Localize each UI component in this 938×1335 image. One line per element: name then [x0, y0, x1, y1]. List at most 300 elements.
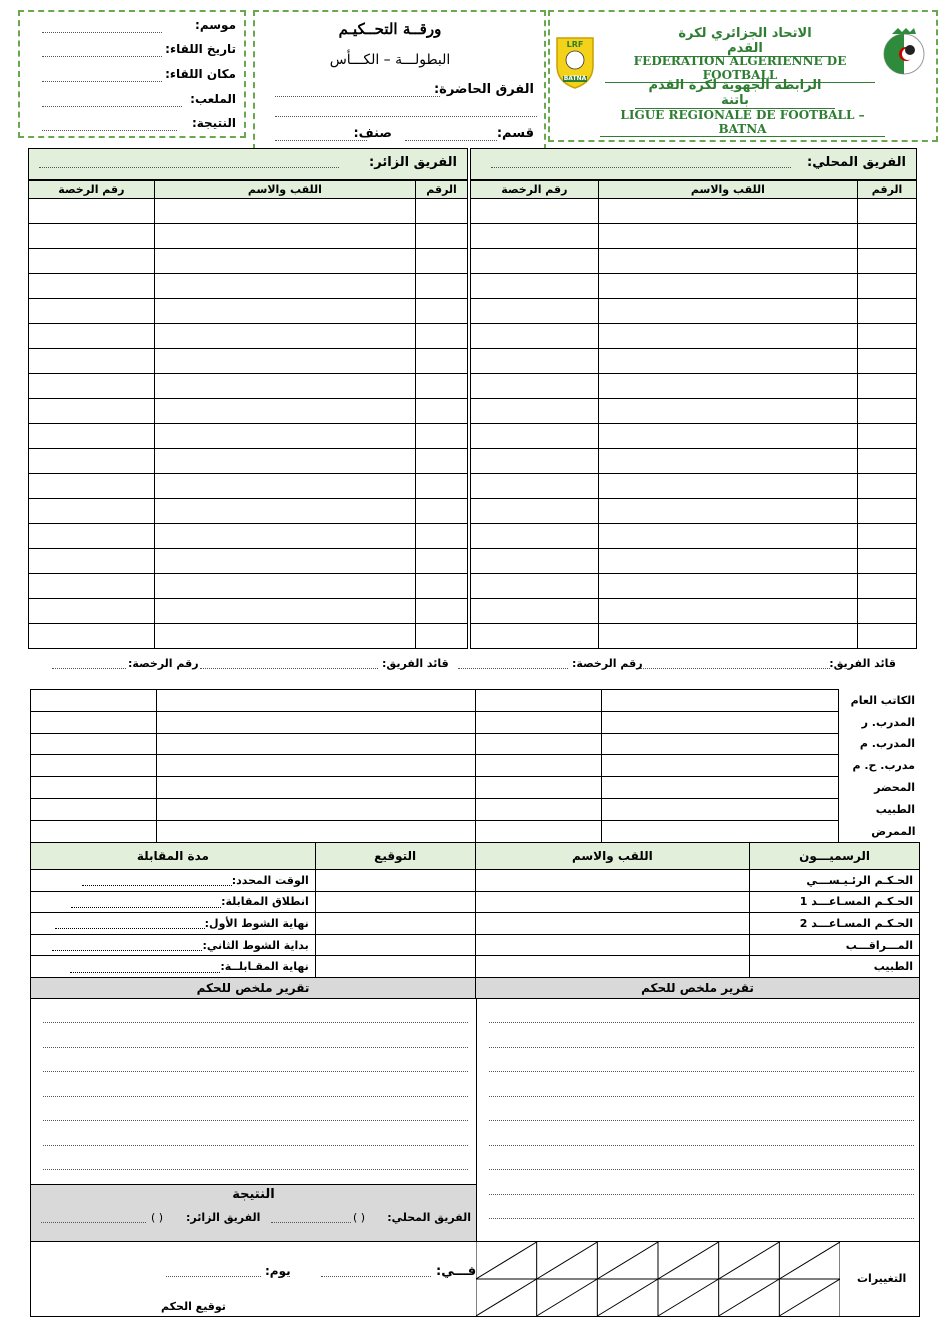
sheet-title: ورقــة التحــكيـم: [338, 20, 442, 38]
player-row: [471, 324, 917, 349]
player-name-cell[interactable]: [598, 399, 857, 424]
away-license-label: رقم الرخصة:: [128, 657, 199, 670]
player-number-cell[interactable]: [416, 199, 468, 224]
home-captain-label: قائد الفريق:: [829, 657, 896, 670]
report-line[interactable]: [489, 1071, 914, 1072]
player-license-cell[interactable]: [471, 599, 599, 624]
player-license-cell[interactable]: [29, 274, 155, 299]
player-name-cell[interactable]: [598, 424, 857, 449]
player-name-cell[interactable]: [598, 324, 857, 349]
player-number-cell[interactable]: [416, 599, 468, 624]
player-license-cell[interactable]: [29, 299, 155, 324]
teams-present-line[interactable]: [275, 96, 440, 97]
report-line[interactable]: [489, 1096, 914, 1097]
player-license-cell[interactable]: [471, 624, 599, 649]
report-header-right: [476, 978, 919, 999]
result-away-line[interactable]: [41, 1222, 146, 1223]
player-number-cell[interactable]: [858, 299, 917, 324]
report-title-right: تقرير ملخص للحكم: [641, 981, 754, 995]
subs-diagonal: [779, 1279, 840, 1316]
match-date-label: تاريخ اللقاء:: [165, 42, 236, 56]
home-team-label: الفريق المحلي:: [807, 155, 906, 170]
player-license-cell[interactable]: [471, 499, 599, 524]
staff-cell[interactable]: [31, 733, 157, 755]
player-number-cell[interactable]: [416, 624, 468, 649]
player-name-cell[interactable]: [154, 474, 415, 499]
official-name-cell[interactable]: [475, 870, 750, 892]
player-license-cell[interactable]: [29, 499, 155, 524]
player-number-cell[interactable]: [416, 474, 468, 499]
official-row: [31, 870, 920, 892]
report-line[interactable]: [43, 1120, 468, 1121]
home-captain-line[interactable]: [640, 668, 830, 669]
player-name-cell[interactable]: [598, 274, 857, 299]
player-name-cell[interactable]: [154, 574, 415, 599]
player-license-cell[interactable]: [29, 549, 155, 574]
staff-cell[interactable]: [476, 777, 602, 799]
official-name-cell[interactable]: [475, 891, 750, 913]
staff-cell[interactable]: [156, 755, 476, 777]
category-line[interactable]: [275, 140, 367, 141]
staff-cell[interactable]: [602, 733, 839, 755]
away-captain-line[interactable]: [200, 668, 378, 669]
player-license-cell[interactable]: [29, 624, 155, 649]
player-row: [471, 299, 917, 324]
away-col-license-text: رقم الرخصة: [58, 183, 125, 196]
away-team-label: الفريق الزائر:: [369, 155, 457, 170]
report-line[interactable]: [489, 1022, 914, 1023]
official-name-cell[interactable]: [475, 913, 750, 935]
away-team-table: [28, 148, 468, 649]
player-number-cell[interactable]: [416, 299, 468, 324]
player-row: [29, 399, 468, 424]
staff-cell[interactable]: [476, 755, 602, 777]
staff-cell[interactable]: [602, 690, 839, 712]
player-row: [471, 474, 917, 499]
player-name-cell[interactable]: [154, 524, 415, 549]
match-time-label: نهاية المقـابلــة:: [220, 960, 309, 974]
category-label: صنف:: [353, 126, 392, 141]
player-name-cell[interactable]: [598, 474, 857, 499]
official-name-cell[interactable]: [475, 934, 750, 956]
player-number-cell[interactable]: [858, 324, 917, 349]
signature-cell[interactable]: [315, 913, 475, 935]
player-name-cell[interactable]: [598, 599, 857, 624]
home-team-name-line[interactable]: [491, 167, 791, 168]
match-time-label: انطلاق المقابلة:: [221, 895, 309, 909]
home-col-name: [598, 181, 857, 199]
player-name-cell[interactable]: [598, 199, 857, 224]
player-license-cell[interactable]: [471, 474, 599, 499]
report-title-left: تقرير ملخص للحكم: [196, 981, 310, 995]
player-license-cell[interactable]: [29, 399, 155, 424]
player-row: [29, 349, 468, 374]
report-line[interactable]: [489, 1145, 914, 1146]
away-captain-label: قائد الفريق:: [382, 657, 449, 670]
player-number-cell[interactable]: [858, 374, 917, 399]
player-license-cell[interactable]: [471, 324, 599, 349]
player-license-cell[interactable]: [29, 199, 155, 224]
player-row: [29, 524, 468, 549]
staff-role-label: الطبيب: [875, 802, 915, 816]
player-number-cell[interactable]: [416, 274, 468, 299]
player-name-cell[interactable]: [598, 449, 857, 474]
season-line[interactable]: [42, 32, 162, 33]
division-line[interactable]: [405, 140, 497, 141]
player-license-cell[interactable]: [471, 374, 599, 399]
official-row: [31, 956, 920, 978]
player-license-cell[interactable]: [471, 299, 599, 324]
player-row: [29, 474, 468, 499]
staff-cell[interactable]: [31, 798, 157, 820]
player-name-cell[interactable]: [154, 299, 415, 324]
match-time-line[interactable]: [55, 918, 205, 929]
player-number-cell[interactable]: [416, 374, 468, 399]
footer-day-line[interactable]: [166, 1276, 261, 1277]
away-players-grid: [28, 180, 468, 649]
player-row: [471, 549, 917, 574]
player-number-cell[interactable]: [858, 599, 917, 624]
player-name-cell[interactable]: [154, 624, 415, 649]
player-license-cell[interactable]: [471, 424, 599, 449]
signature-cell[interactable]: [315, 934, 475, 956]
staff-cell[interactable]: [602, 777, 839, 799]
officials-header-row: [31, 843, 920, 870]
player-license-cell[interactable]: [29, 424, 155, 449]
player-license-cell[interactable]: [471, 199, 599, 224]
player-number-cell[interactable]: [858, 199, 917, 224]
player-license-cell[interactable]: [471, 399, 599, 424]
player-row: [29, 499, 468, 524]
player-license-cell[interactable]: [471, 549, 599, 574]
report-line[interactable]: [489, 1194, 914, 1195]
player-license-cell[interactable]: [29, 374, 155, 399]
staff-role-label: الكاتب العام: [850, 693, 915, 707]
player-license-cell[interactable]: [29, 449, 155, 474]
officials-header: [750, 843, 920, 870]
player-license-cell[interactable]: [29, 224, 155, 249]
report-divider: [476, 999, 477, 1241]
report-line[interactable]: [43, 1145, 468, 1146]
home-column-headers: [471, 181, 917, 199]
staff-cell[interactable]: [602, 798, 839, 820]
stadium-line[interactable]: [42, 106, 182, 107]
home-players-grid: [470, 180, 917, 649]
home-license-line[interactable]: [458, 668, 568, 669]
staff-cell[interactable]: [476, 798, 602, 820]
player-license-cell[interactable]: [471, 574, 599, 599]
official-role-label: المـــراقـــب: [750, 934, 920, 956]
subs-diagonal: [597, 1279, 658, 1316]
player-number-cell[interactable]: [858, 524, 917, 549]
player-row: [471, 399, 917, 424]
player-row: [471, 224, 917, 249]
result-label: النتيجة:: [191, 116, 236, 130]
player-name-cell[interactable]: [154, 324, 415, 349]
player-number-cell[interactable]: [858, 549, 917, 574]
player-name-cell[interactable]: [154, 199, 415, 224]
player-name-cell[interactable]: [154, 424, 415, 449]
player-name-cell[interactable]: [154, 349, 415, 374]
player-name-cell[interactable]: [154, 549, 415, 574]
match-place-label: مكان اللقاء:: [165, 67, 236, 81]
away-col-license: [29, 181, 155, 199]
match-time-label: بداية الشوط الثاني:: [202, 938, 309, 952]
federation-arabic-name: الاتحاد الجزائري لكرة القدم: [660, 26, 830, 57]
result-home-line[interactable]: [271, 1222, 351, 1223]
player-name-cell[interactable]: [154, 274, 415, 299]
away-license-line[interactable]: [52, 668, 126, 669]
player-name-cell[interactable]: [598, 349, 857, 374]
player-name-cell[interactable]: [598, 249, 857, 274]
player-number-cell[interactable]: [416, 524, 468, 549]
away-col-number: [416, 181, 468, 199]
staff-role-label: المدرب. ر: [861, 715, 915, 729]
player-license-cell[interactable]: [29, 324, 155, 349]
match-info-box: [18, 10, 246, 138]
player-number-cell[interactable]: [416, 574, 468, 599]
subs-diagonal: [476, 1242, 537, 1279]
subs-diagonal: [719, 1279, 780, 1316]
player-number-cell[interactable]: [858, 424, 917, 449]
player-name-cell[interactable]: [154, 374, 415, 399]
league-french-name: LIGUE REGIONALE DE FOOTBALL – BATNA: [600, 108, 885, 137]
player-name-cell[interactable]: [598, 299, 857, 324]
staff-row: [31, 690, 920, 712]
match-time-cell[interactable]: [31, 913, 316, 935]
player-name-cell[interactable]: [154, 224, 415, 249]
league-logo: [552, 34, 598, 90]
result-home-score[interactable]: ( ): [353, 1211, 366, 1224]
match-place-line[interactable]: [42, 81, 162, 82]
report-line[interactable]: [489, 1218, 914, 1219]
stadium-label: الملعب:: [190, 92, 236, 106]
official-row: [31, 934, 920, 956]
signature-header-text: التوقيع: [374, 849, 417, 863]
match-time-line[interactable]: [82, 875, 232, 886]
player-number-cell[interactable]: [858, 249, 917, 274]
report-line[interactable]: [43, 1169, 468, 1170]
player-row: [471, 424, 917, 449]
staff-cell[interactable]: [476, 711, 602, 733]
staff-row: [31, 777, 920, 799]
report-line[interactable]: [43, 1096, 468, 1097]
player-name-cell[interactable]: [598, 499, 857, 524]
player-number-cell[interactable]: [416, 499, 468, 524]
staff-cell[interactable]: [602, 711, 839, 733]
player-number-cell[interactable]: [416, 549, 468, 574]
footer-section: [30, 1242, 920, 1317]
staff-cell[interactable]: [156, 798, 476, 820]
player-row: [29, 374, 468, 399]
player-number-cell[interactable]: [858, 574, 917, 599]
player-row: [29, 299, 468, 324]
player-license-cell[interactable]: [471, 524, 599, 549]
player-row: [471, 574, 917, 599]
signature-cell[interactable]: [315, 870, 475, 892]
staff-role-label: المحضر: [874, 781, 915, 795]
subs-diagonal: [537, 1279, 598, 1316]
player-number-cell[interactable]: [416, 324, 468, 349]
signature-cell[interactable]: [315, 891, 475, 913]
result-away-score[interactable]: ( ): [151, 1211, 164, 1224]
staff-cell[interactable]: [31, 777, 157, 799]
player-number-cell[interactable]: [858, 399, 917, 424]
player-number-cell[interactable]: [416, 224, 468, 249]
player-license-cell[interactable]: [29, 524, 155, 549]
federation-header-box: [548, 10, 938, 142]
player-name-cell[interactable]: [598, 549, 857, 574]
subs-diagonal: [597, 1242, 658, 1279]
away-team-header: [28, 148, 468, 180]
player-number-cell[interactable]: [858, 624, 917, 649]
division-label: قسم:: [496, 126, 534, 141]
player-row: [471, 374, 917, 399]
staff-cell[interactable]: [31, 755, 157, 777]
player-row: [29, 324, 468, 349]
official-name-cell[interactable]: [475, 956, 750, 978]
staff-cell[interactable]: [156, 733, 476, 755]
staff-cell[interactable]: [476, 820, 602, 842]
league-logo-text: LRF: [566, 40, 584, 49]
official-role-label: الطبيب: [750, 956, 920, 978]
signature-cell[interactable]: [315, 956, 475, 978]
player-number-cell[interactable]: [858, 274, 917, 299]
federation-logo: [880, 26, 928, 78]
staff-cell[interactable]: [476, 733, 602, 755]
referee-signature-label: توقيع الحكم: [161, 1300, 226, 1313]
player-row: [29, 449, 468, 474]
player-license-cell[interactable]: [471, 224, 599, 249]
player-number-cell[interactable]: [858, 449, 917, 474]
result-box: [31, 1184, 476, 1241]
competition-label: البطولـــة – الكـــأس: [329, 52, 451, 68]
player-name-cell[interactable]: [154, 249, 415, 274]
staff-cell[interactable]: [31, 820, 157, 842]
official-role-label: الحـكـم المسـاعـــد 2: [750, 913, 920, 935]
report-line[interactable]: [489, 1169, 914, 1170]
official-row: [31, 891, 920, 913]
report-line[interactable]: [43, 1022, 468, 1023]
official-row: [31, 913, 920, 935]
player-license-cell[interactable]: [29, 349, 155, 374]
match-time-cell[interactable]: [31, 891, 316, 913]
footer-at-label: فـــي:: [436, 1264, 477, 1279]
player-name-cell[interactable]: [154, 599, 415, 624]
player-license-cell[interactable]: [471, 349, 599, 374]
match-time-line[interactable]: [71, 897, 221, 908]
player-name-cell[interactable]: [598, 574, 857, 599]
footer-at-line[interactable]: [321, 1276, 431, 1277]
subs-diagonal: [779, 1242, 840, 1279]
staff-cell[interactable]: [602, 755, 839, 777]
player-name-cell[interactable]: [154, 499, 415, 524]
teams-present-line-2[interactable]: [275, 116, 537, 117]
player-row: [29, 249, 468, 274]
staff-role-label: مدرب. ح. م: [852, 759, 915, 773]
player-license-cell[interactable]: [471, 449, 599, 474]
player-row: [471, 449, 917, 474]
player-license-cell[interactable]: [29, 599, 155, 624]
substitutions-grid[interactable]: [476, 1242, 840, 1317]
player-number-cell[interactable]: [858, 499, 917, 524]
player-number-cell[interactable]: [416, 449, 468, 474]
player-row: [471, 199, 917, 224]
player-name-cell[interactable]: [154, 449, 415, 474]
player-name-cell[interactable]: [598, 224, 857, 249]
result-home-label: الفريق المحلي:: [387, 1211, 471, 1224]
subs-diagonal: [658, 1242, 719, 1279]
staff-cell[interactable]: [156, 820, 476, 842]
player-name-cell[interactable]: [154, 399, 415, 424]
player-row: [29, 199, 468, 224]
player-number-cell[interactable]: [416, 399, 468, 424]
staff-cell[interactable]: [31, 690, 157, 712]
player-name-cell[interactable]: [598, 374, 857, 399]
staff-cell[interactable]: [31, 711, 157, 733]
changes-label: التغييرات: [857, 1272, 907, 1285]
player-license-cell[interactable]: [29, 574, 155, 599]
away-col-name-text: اللقب والاسم: [247, 183, 322, 196]
player-number-cell[interactable]: [416, 424, 468, 449]
staff-cell[interactable]: [156, 777, 476, 799]
match-time-cell[interactable]: [31, 956, 316, 978]
player-number-cell[interactable]: [858, 474, 917, 499]
season-label: موسم:: [195, 18, 236, 32]
player-row: [471, 274, 917, 299]
away-team-name-line[interactable]: [39, 167, 339, 168]
duration-header: [31, 843, 316, 870]
staff-cell[interactable]: [476, 690, 602, 712]
staff-cell[interactable]: [156, 711, 476, 733]
player-name-cell[interactable]: [598, 624, 857, 649]
staff-row: [31, 733, 920, 755]
home-col-number: [858, 181, 917, 199]
staff-row: [31, 798, 920, 820]
match-time-cell[interactable]: [31, 870, 316, 892]
report-line[interactable]: [43, 1047, 468, 1048]
match-time-line[interactable]: [52, 940, 202, 951]
match-time-cell[interactable]: [31, 934, 316, 956]
staff-row: [31, 755, 920, 777]
player-license-cell[interactable]: [471, 249, 599, 274]
player-number-cell[interactable]: [416, 349, 468, 374]
player-number-cell[interactable]: [416, 249, 468, 274]
player-row: [29, 274, 468, 299]
player-number-cell[interactable]: [858, 349, 917, 374]
match-date-line[interactable]: [42, 56, 162, 57]
player-license-cell[interactable]: [29, 249, 155, 274]
player-number-cell[interactable]: [858, 224, 917, 249]
match-time-label: الوقت المحدد:: [231, 873, 309, 887]
report-line[interactable]: [489, 1047, 914, 1048]
match-time-line[interactable]: [70, 962, 220, 973]
staff-cell[interactable]: [156, 690, 476, 712]
result-line[interactable]: [42, 130, 177, 131]
player-row: [29, 624, 468, 649]
player-name-cell[interactable]: [598, 524, 857, 549]
home-col-license: [471, 181, 599, 199]
report-line[interactable]: [489, 1120, 914, 1121]
home-team-table: [470, 148, 917, 649]
result-title: النتيجة: [232, 1187, 275, 1202]
player-license-cell[interactable]: [29, 474, 155, 499]
away-column-headers: [29, 181, 468, 199]
report-line[interactable]: [43, 1071, 468, 1072]
home-col-number-text: الرقم: [871, 183, 903, 196]
staff-cell[interactable]: [602, 820, 839, 842]
player-license-cell[interactable]: [471, 274, 599, 299]
